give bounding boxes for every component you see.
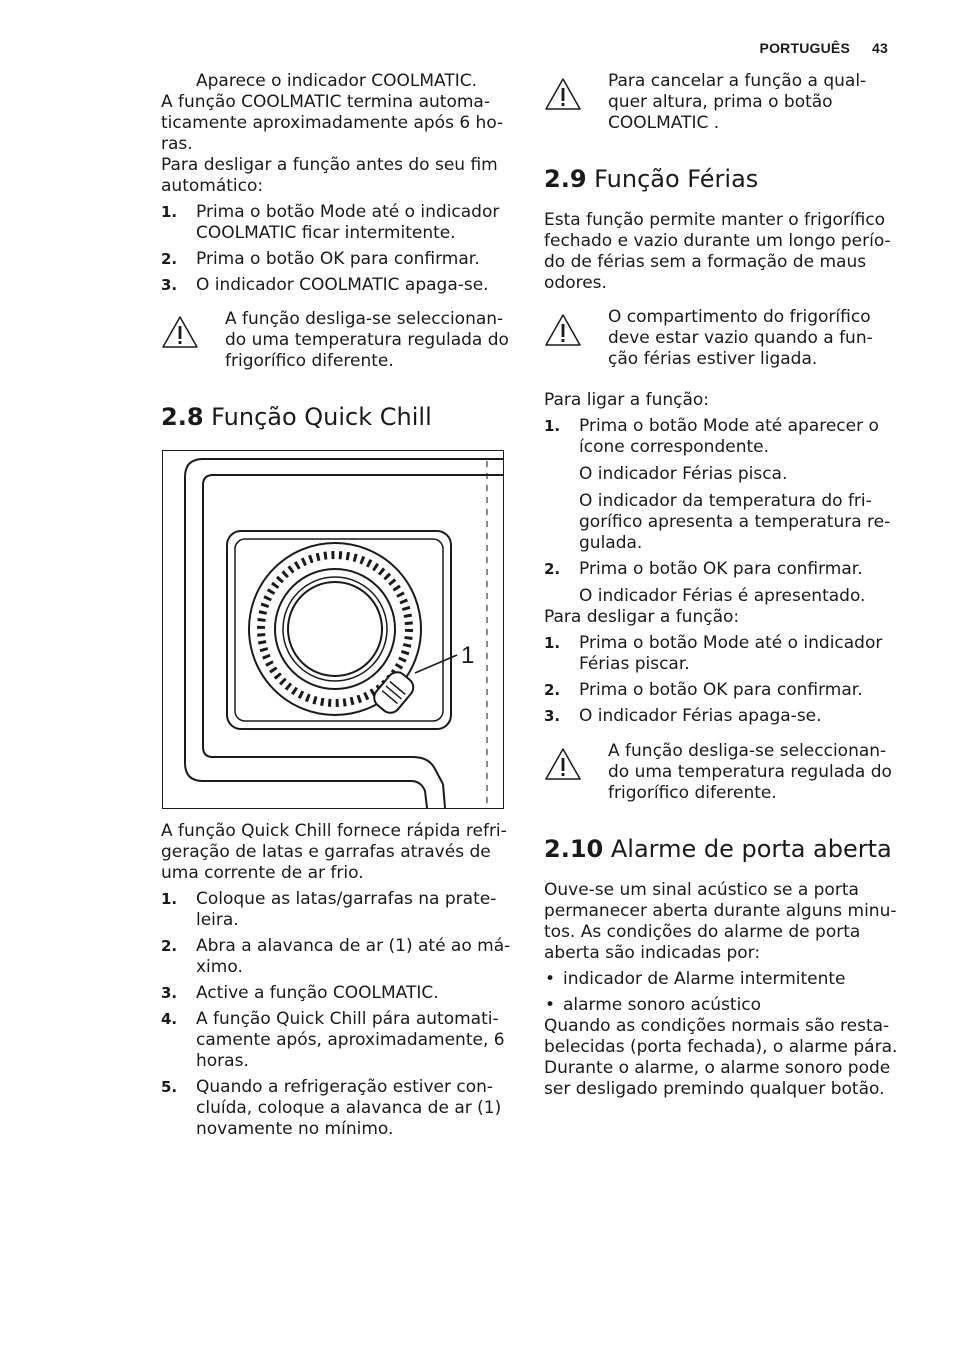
step-text: Prima o botão OK para confirmar.	[579, 680, 863, 700]
left-column	[161, 71, 513, 1140]
paragraph: Ouve-se um sinal acústico se a porta permanecer aberta durante alguns minu-tos. As condições do alarme de porta aberta são indicadas por:	[544, 880, 897, 963]
step-number: 2.	[544, 681, 561, 699]
sub-text: O indicador Férias é apresentado.	[579, 586, 866, 606]
warning-icon	[161, 315, 199, 349]
section-heading-2-10	[544, 834, 899, 864]
section-title: Alarme de porta aberta	[610, 835, 892, 863]
list-item: • alarme sonoro acústico	[544, 995, 899, 1016]
list-item	[161, 889, 513, 931]
list-item	[544, 416, 899, 458]
step-number: 2.	[544, 560, 561, 578]
step-text: Quando a refrigeração estiver con-cluída, coloque a alavanca de ar (1) novamente no mínimo.	[196, 1077, 502, 1139]
paragraph: Para ligar a função:	[544, 390, 710, 410]
warning-block	[161, 309, 513, 372]
step-text: Prima o botão Mode até o indicador Férias piscar.	[579, 633, 883, 674]
steps-list	[544, 416, 899, 458]
step-number: 3.	[544, 707, 561, 725]
steps-list	[161, 889, 513, 1140]
quick-chill-figure	[162, 450, 504, 809]
section-title: Função Quick Chill	[211, 403, 432, 431]
list-item	[161, 936, 513, 978]
paragraph: Para desligar a função:	[544, 607, 740, 627]
steps-list	[544, 559, 899, 580]
language-label: PORTUGUÊS	[759, 40, 851, 56]
warning-text: O compartimento do frigorífico deve estar vazio quando a fun-ção férias estiver ligada.	[608, 307, 873, 369]
page-number: 43	[872, 40, 888, 56]
list-item	[161, 249, 513, 270]
step-number: 1.	[544, 417, 561, 435]
sub-text: O indicador da temperatura do fri-gorífico apresenta a temperatura re-gulada.	[579, 491, 891, 553]
steps-list	[544, 633, 899, 727]
warning-text: A função desliga-se seleccionan-do uma temperatura regulada do frigorífico diferente.	[225, 309, 509, 371]
warning-text: Para cancelar a função a qual-quer altura, prima o botão COOLMATIC .	[608, 71, 867, 133]
warning-block	[544, 307, 899, 370]
section-number: 2.10	[544, 835, 604, 863]
section-heading-2-9	[544, 164, 899, 194]
right-column	[544, 71, 899, 1100]
step-text: O indicador COOLMATIC apaga-se.	[196, 275, 489, 295]
step-text: Prima o botão OK para confirmar.	[196, 249, 480, 269]
step-text: A função Quick Chill pára automati-camente após, aproximadamente, 6 horas.	[196, 1009, 505, 1071]
indicator-text: Aparece o indicador COOLMATIC.	[196, 71, 478, 91]
list-item	[161, 275, 513, 296]
paragraph: A função Quick Chill fornece rápida refri-geração de latas e garrafas através de uma corrente de ar frio.	[161, 821, 507, 883]
warning-block	[544, 741, 899, 804]
section-number: 2.9	[544, 165, 587, 193]
warning-icon	[544, 313, 582, 347]
step-number: 1.	[161, 890, 178, 908]
warning-block	[544, 71, 899, 134]
step-text: Prima o botão Mode até o indicador COOLMATIC ficar intermitente.	[196, 202, 500, 243]
paragraph: Quando as condições normais são resta-belecidas (porta fechada), o alarme pára. Durante o alarme, o alarme sonoro pode ser desligado premindo qualquer botão.	[544, 1016, 898, 1099]
callout-number: 1	[461, 642, 475, 669]
step-text: Coloque as latas/garrafas na prate-leira.	[196, 889, 497, 930]
step-text: Active a função COOLMATIC.	[196, 983, 439, 1003]
list-item: • indicador de Alarme intermitente	[544, 969, 899, 990]
list-item	[544, 706, 899, 727]
step-text: Prima o botão Mode até aparecer o ícone correspondente.	[579, 416, 879, 457]
warning-text: A função desliga-se seleccionan-do uma temperatura regulada do frigorífico diferente.	[608, 741, 892, 803]
section-heading-2-8	[161, 402, 513, 432]
warning-icon	[544, 77, 582, 111]
step-number: 3.	[161, 276, 178, 294]
step-number: 5.	[161, 1078, 178, 1096]
section-title: Função Férias	[594, 165, 759, 193]
paragraph: Esta função permite manter o frigorífico fechado e vazio durante um longo perío-do de férias sem a formação de maus odores.	[544, 210, 891, 293]
step-text: O indicador Férias apaga-se.	[579, 706, 822, 726]
step-number: 1.	[544, 634, 561, 652]
air-lever	[370, 668, 417, 717]
step-text: Abra a alavanca de ar (1) até ao má-ximo.	[196, 936, 511, 977]
step-number: 2.	[161, 250, 178, 268]
page-header	[760, 38, 888, 59]
section-number: 2.8	[161, 403, 204, 431]
step-number: 3.	[161, 984, 178, 1002]
air-lever-illustration	[163, 451, 503, 808]
paragraph: A função COOLMATIC termina automa-ticamente aproximadamente após 6 ho-ras.	[161, 92, 504, 154]
sub-text: O indicador Férias pisca.	[579, 464, 788, 484]
list-item	[161, 983, 513, 1004]
warning-icon	[544, 747, 582, 781]
step-number: 2.	[161, 937, 178, 955]
list-item	[161, 1009, 513, 1072]
list-item	[544, 680, 899, 701]
step-number: 4.	[161, 1010, 178, 1028]
steps-list	[161, 202, 513, 296]
step-text: Prima o botão OK para confirmar.	[579, 559, 863, 579]
step-number: 1.	[161, 203, 178, 221]
list-item	[544, 559, 899, 580]
list-item	[161, 1077, 513, 1140]
paragraph: Para desligar a função antes do seu fim automático:	[161, 155, 498, 196]
list-item	[161, 202, 513, 244]
list-item	[544, 633, 899, 675]
bullet-list	[544, 969, 899, 1016]
